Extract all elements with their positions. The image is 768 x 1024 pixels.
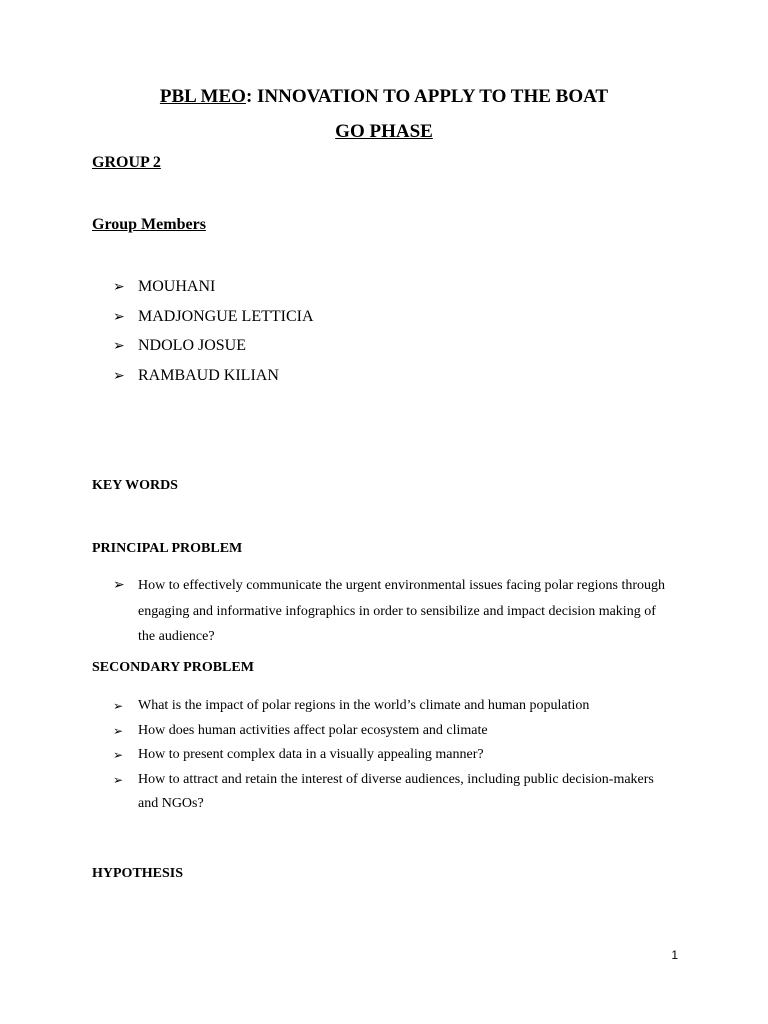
group-heading: GROUP 2 bbox=[92, 154, 161, 171]
list-item bbox=[113, 743, 673, 768]
members-heading: Group Members bbox=[92, 216, 206, 233]
arrow-bullet-icon: ➢ bbox=[113, 308, 125, 325]
title-project-name: : INNOVATION TO APPLY TO THE BOAT bbox=[245, 86, 609, 107]
document-title bbox=[0, 86, 768, 108]
list-item bbox=[113, 307, 673, 337]
list-item bbox=[113, 366, 673, 396]
arrow-bullet-icon: ➢ bbox=[113, 367, 125, 384]
member-name: NDOLO JOSUE bbox=[138, 337, 246, 354]
arrow-bullet-icon: ➢ bbox=[113, 772, 124, 787]
list-item bbox=[113, 694, 673, 719]
member-name: RAMBAUD KILIAN bbox=[138, 366, 279, 384]
arrow-bullet-icon: ➢ bbox=[113, 338, 125, 354]
list-item bbox=[113, 719, 673, 744]
arrow-bullet-icon: ➢ bbox=[113, 279, 125, 295]
list-item bbox=[113, 768, 673, 817]
arrow-bullet-icon: ➢ bbox=[113, 748, 124, 762]
member-name: MADJONGUE LETTICIA bbox=[138, 307, 314, 325]
list-item bbox=[113, 277, 673, 307]
title-project-code: PBL MEO bbox=[159, 86, 246, 107]
problem-text: How to present complex data in a visually appealing manner? bbox=[138, 747, 484, 762]
principal-problem-heading: PRINCIPAL PROBLEM bbox=[92, 541, 243, 556]
problem-text: How does human activities affect polar ecosystem and climate bbox=[138, 722, 488, 738]
arrow-bullet-icon: ➢ bbox=[113, 577, 125, 593]
hypothesis-heading: HYPOTHESIS bbox=[92, 866, 184, 881]
secondary-problem-list bbox=[113, 694, 673, 817]
phase-title: GO PHASE bbox=[335, 121, 433, 142]
principal-problem-list bbox=[113, 573, 673, 650]
list-item bbox=[113, 336, 673, 366]
document-subtitle bbox=[0, 121, 768, 143]
problem-text: How to attract and retain the interest of diverse audiences, including public decision-makers and NGOs? bbox=[138, 771, 654, 811]
problem-text: What is the impact of polar regions in the world’s climate and human population bbox=[138, 698, 590, 713]
arrow-bullet-icon: ➢ bbox=[113, 699, 124, 713]
key-words-heading: KEY WORDS bbox=[92, 478, 178, 493]
list-item bbox=[113, 573, 673, 650]
secondary-problem-heading: SECONDARY PROBLEM bbox=[92, 660, 254, 675]
problem-text: How to effectively communicate the urgent environmental issues facing polar regions through engaging and informative infographics in order to sensibilize and impact decision making of the audience? bbox=[138, 578, 666, 644]
members-list bbox=[113, 277, 673, 395]
arrow-bullet-icon: ➢ bbox=[113, 723, 124, 738]
member-name: MOUHANI bbox=[138, 278, 216, 295]
page-number: 1 bbox=[671, 948, 678, 962]
